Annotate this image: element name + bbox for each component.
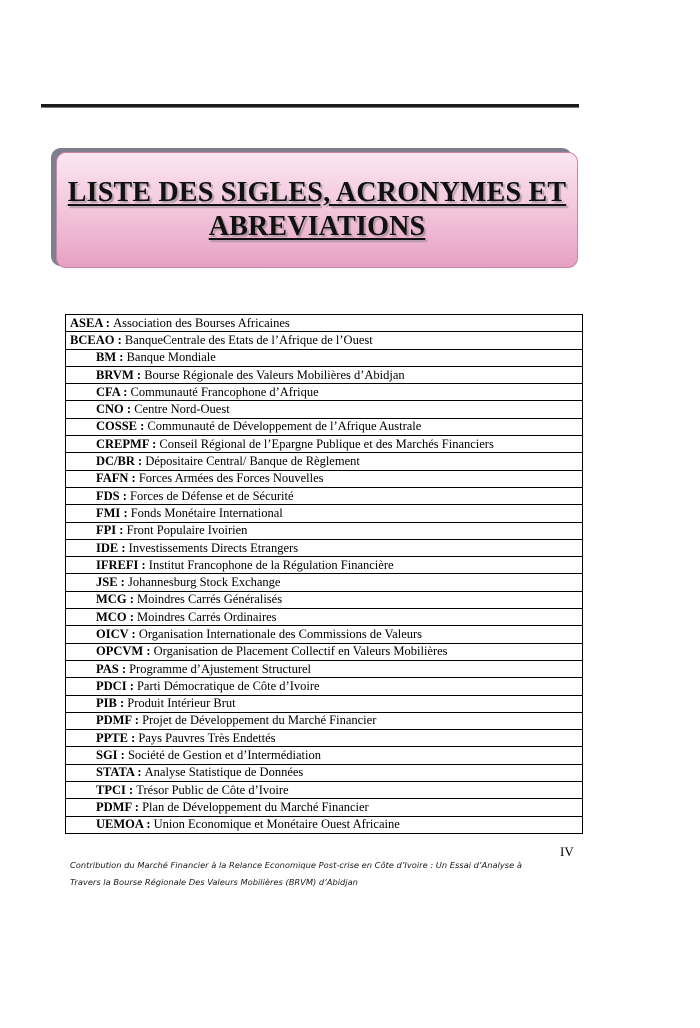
definition: Fonds Monétaire International xyxy=(130,505,283,520)
table-row xyxy=(66,730,583,747)
table-row xyxy=(66,487,583,504)
acronym: CNO xyxy=(96,402,124,417)
table-row xyxy=(66,591,583,608)
acronym: BCEAO xyxy=(70,332,115,347)
definition: Parti Démocratique de Côte d’Ivoire xyxy=(136,678,320,693)
separator: : xyxy=(116,523,127,538)
table-cell xyxy=(66,470,583,487)
definition: Trésor Public de Côte d’Ivoire xyxy=(136,782,289,797)
table-cell xyxy=(66,539,583,556)
table-cell xyxy=(66,695,583,712)
acronym: CREPMF xyxy=(96,436,149,451)
table-row xyxy=(66,557,583,574)
separator: : xyxy=(117,575,128,590)
definition: Plan de Développement du Marché Financier xyxy=(142,799,369,814)
separator: : xyxy=(127,730,139,745)
acronyms-table xyxy=(65,314,583,834)
definition: Moindres Carrés Généralisés xyxy=(136,592,283,607)
separator: : xyxy=(126,592,137,607)
separator: : xyxy=(126,609,137,624)
table-row xyxy=(66,401,583,418)
table-row xyxy=(66,470,583,487)
separator: : xyxy=(143,817,154,832)
table-row xyxy=(66,799,583,816)
separator: : xyxy=(118,540,129,555)
table-cell xyxy=(66,315,583,332)
separator: : xyxy=(123,402,135,417)
table-row xyxy=(66,436,583,453)
table-cell xyxy=(66,678,583,695)
table-row xyxy=(66,678,583,695)
table-row xyxy=(66,660,583,677)
acronym: PIB xyxy=(96,696,117,711)
definition: Forces Armées des Forces Nouvelles xyxy=(138,471,324,486)
table-cell xyxy=(66,712,583,729)
separator: : xyxy=(116,350,127,365)
table-cell xyxy=(66,453,583,470)
table-cell xyxy=(66,522,583,539)
separator: : xyxy=(137,419,148,434)
separator: : xyxy=(134,765,145,780)
definition: Analyse Statistique de Données xyxy=(144,765,304,780)
definition: Union Economique et Monétaire Ouest Africaine xyxy=(153,817,400,832)
acronym: TPCI xyxy=(96,782,126,797)
separator: : xyxy=(138,557,149,572)
table-cell xyxy=(66,660,583,677)
definition: Forces de Défense et de Sécurité xyxy=(130,488,294,503)
definition: Produit Intérieur Brut xyxy=(127,696,236,711)
definition: Association des Bourses Africaines xyxy=(113,315,290,330)
definition: Dépositaire Central/ Banque de Règlement xyxy=(145,454,360,469)
definition: Pays Pauvres Très Endettés xyxy=(138,730,276,745)
table-cell xyxy=(66,816,583,833)
separator: : xyxy=(118,661,130,676)
definition: Banque Mondiale xyxy=(126,350,216,365)
definition: Centre Nord-Ouest xyxy=(134,402,230,417)
separator: : xyxy=(117,748,128,763)
acronym: STATA xyxy=(96,765,135,780)
table-row xyxy=(66,332,583,349)
separator: : xyxy=(120,384,131,399)
acronym: PDCI xyxy=(96,678,127,693)
definition: Communauté de Développement de l’Afrique Australe xyxy=(147,419,422,434)
definition: Communauté Francophone d’Afrique xyxy=(130,384,319,399)
acronym: FPI xyxy=(96,523,117,538)
table-cell xyxy=(66,799,583,816)
acronym: MCO xyxy=(96,609,127,624)
table-row xyxy=(66,643,583,660)
separator: : xyxy=(114,332,125,347)
table-row xyxy=(66,349,583,366)
table-cell xyxy=(66,574,583,591)
definition: Projet de Développement du Marché Financier xyxy=(142,713,377,728)
acronym: FAFN xyxy=(96,471,129,486)
separator: : xyxy=(126,678,137,693)
acronym: FMI xyxy=(96,505,121,520)
acronym: BM xyxy=(96,350,117,365)
table-row xyxy=(66,816,583,833)
acronym: PDMF xyxy=(96,713,132,728)
acronym: OPCVM xyxy=(96,644,144,659)
table-row xyxy=(66,522,583,539)
acronym: COSSE xyxy=(96,419,137,434)
table-cell xyxy=(66,349,583,366)
table-row xyxy=(66,764,583,781)
table-cell xyxy=(66,487,583,504)
table-cell xyxy=(66,436,583,453)
separator: : xyxy=(128,626,139,641)
table-row xyxy=(66,782,583,799)
definition: Organisation de Placement Collectif en Valeurs Mobilières xyxy=(153,644,448,659)
separator: : xyxy=(120,505,131,520)
definition: Programme d’Ajustement Structurel xyxy=(129,661,312,676)
separator: : xyxy=(131,799,143,814)
acronym: JSE xyxy=(96,575,118,590)
table-row xyxy=(66,453,583,470)
separator: : xyxy=(125,782,137,797)
table-cell xyxy=(66,643,583,660)
table-cell xyxy=(66,782,583,799)
acronym: OICV xyxy=(96,626,129,641)
table-row xyxy=(66,366,583,383)
definition: Organisation Internationale des Commissions de Valeurs xyxy=(138,626,423,641)
definition: Société de Gestion et d’Intermédiation xyxy=(127,748,321,763)
acronym: BRVM xyxy=(96,367,134,382)
separator: : xyxy=(119,488,131,503)
separator: : xyxy=(149,436,160,451)
separator: : xyxy=(102,315,114,330)
acronym: PAS xyxy=(96,661,119,676)
table-row xyxy=(66,626,583,643)
table-cell xyxy=(66,591,583,608)
table-cell xyxy=(66,505,583,522)
acronym: PPTE xyxy=(96,730,128,745)
table-cell xyxy=(66,730,583,747)
definition: Front Populaire Ivoirien xyxy=(126,523,248,538)
table-cell xyxy=(66,366,583,383)
table-cell xyxy=(66,626,583,643)
acronym: PDMF xyxy=(96,799,132,814)
separator: : xyxy=(133,367,145,382)
definition: Investissements Directs Etrangers xyxy=(128,540,299,555)
table-row xyxy=(66,695,583,712)
separator: : xyxy=(134,454,146,469)
table-row xyxy=(66,315,583,332)
definition: Institut Francophone de la Régulation Financière xyxy=(148,557,394,572)
page-title-line-2: ABREVIATIONS xyxy=(208,211,426,242)
acronym: CFA xyxy=(96,384,121,399)
title-box xyxy=(56,152,578,268)
acronym: FDS xyxy=(96,488,120,503)
separator: : xyxy=(128,471,139,486)
separator: : xyxy=(131,713,143,728)
definition: BanqueCentrale des Etats de l’Afrique de l’Ouest xyxy=(124,332,373,347)
table-row xyxy=(66,609,583,626)
table-cell xyxy=(66,332,583,349)
table-row xyxy=(66,505,583,522)
acronym: SGI xyxy=(96,748,118,763)
page-footer xyxy=(70,857,590,891)
definition: Conseil Régional de l’Epargne Publique et des Marchés Financiers xyxy=(159,436,494,451)
acronym: IDE xyxy=(96,540,119,555)
table-row xyxy=(66,539,583,556)
page-number: IV xyxy=(560,844,574,859)
table-row xyxy=(66,418,583,435)
table-cell xyxy=(66,418,583,435)
table-cell xyxy=(66,557,583,574)
table-row xyxy=(66,384,583,401)
table-cell xyxy=(66,401,583,418)
definition: Moindres Carrés Ordinaires xyxy=(136,609,277,624)
table-row xyxy=(66,574,583,591)
acronym: ASEA xyxy=(70,315,103,330)
acronym: MCG xyxy=(96,592,127,607)
acronym: UEMOA xyxy=(96,817,144,832)
acronym: IFREFI xyxy=(96,557,139,572)
table-cell xyxy=(66,747,583,764)
footer-line-1: Contribution du Marché Financier à la Relance Economique Post-crise en Côte d’Ivoire : Un Essai d’Analyse à xyxy=(70,860,522,870)
separator: : xyxy=(143,644,154,659)
definition: Bourse Régionale des Valeurs Mobilières d’Abidjan xyxy=(144,367,405,382)
table-cell xyxy=(66,384,583,401)
header-rule xyxy=(41,104,579,108)
page-title-line-1: LISTE DES SIGLES, ACRONYMES ET xyxy=(67,177,567,208)
table-row xyxy=(66,747,583,764)
separator: : xyxy=(116,696,128,711)
table-cell xyxy=(66,609,583,626)
table-cell xyxy=(66,764,583,781)
acronym: DC/BR xyxy=(96,454,135,469)
definition: Johannesburg Stock Exchange xyxy=(127,575,281,590)
footer-line-2: Travers la Bourse Régionale Des Valeurs Mobilières (BRVM) d’Abidjan xyxy=(70,877,358,887)
table-row xyxy=(66,712,583,729)
